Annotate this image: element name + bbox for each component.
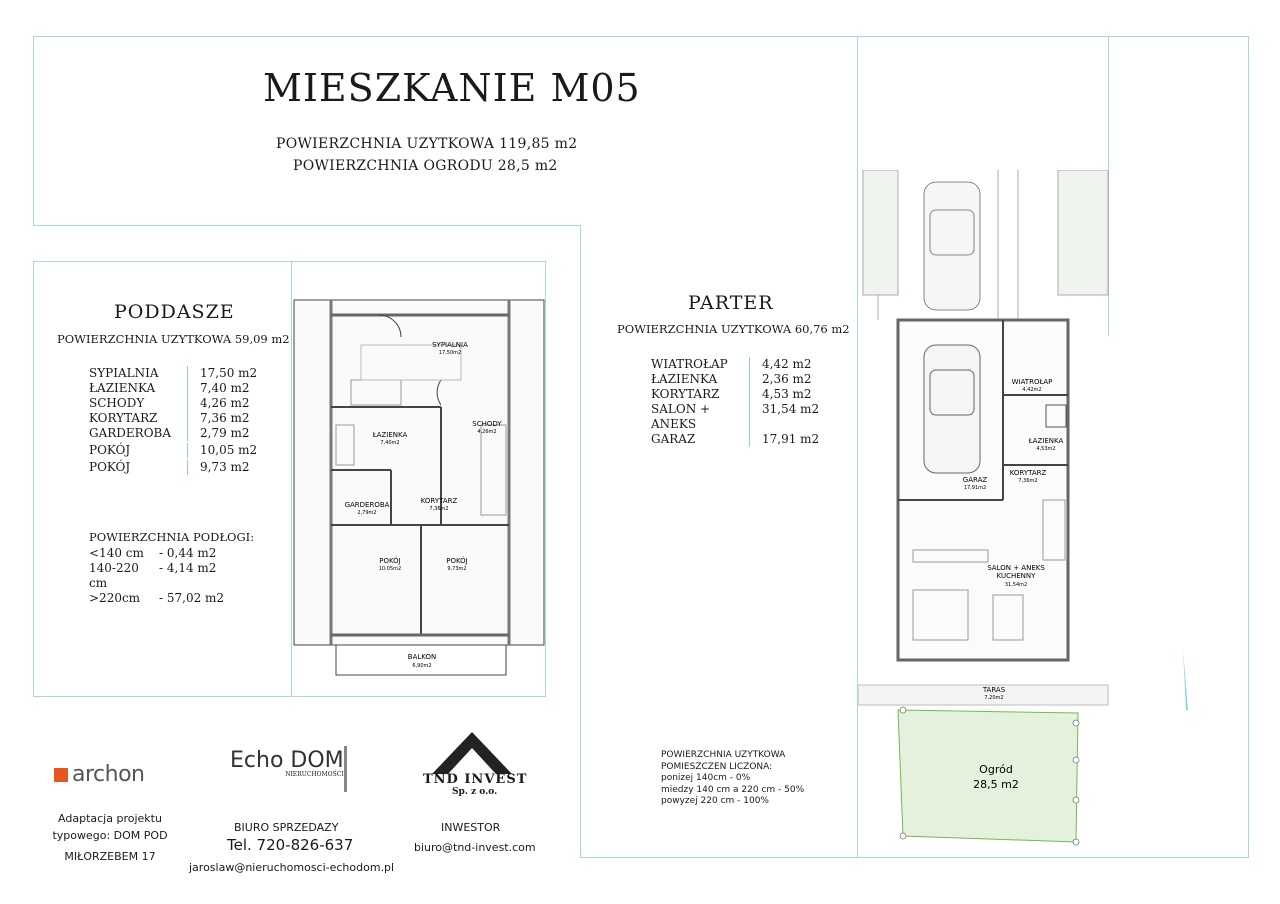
room-row [651,372,819,387]
room-name: SYPIALNIA [89,366,159,380]
plan-area-lazienka: 7,40m2 [380,440,400,446]
frame-line [580,225,581,858]
plan-area-korytarz: 7,36m2 [429,506,449,512]
room-row [651,402,819,432]
room-row [651,432,819,447]
note-row: powyzej 220 cm - 100% [661,796,769,806]
parter-heading: PARTER [688,292,774,314]
frame-line [33,225,580,226]
plan-label-lazienka-parter: ŁAZIENKA [1028,437,1064,445]
room-row [651,357,819,372]
tnd-logo-sub: Sp. z o.o. [452,787,498,797]
floor-row [89,561,224,591]
room-name: ŁAZIENKA [89,381,156,395]
plan-label-pokoj-1: POKÓJ [379,557,401,565]
parter-room-table [651,357,819,447]
caption-line: Adaptacja projektu [58,812,162,825]
room-name: KORYTARZ [651,387,720,401]
room-row [89,443,257,458]
room-name: SALON + ANEKS [651,402,711,431]
room-value: 4,26 m2 [187,396,250,411]
floor-value: - 57,02 m2 [159,591,225,605]
plan-label-wiatrolap: WIATROŁAP [1011,378,1053,386]
plan-label-sypialnia: SYPIALNIA [432,341,468,349]
caption-line: MIŁORZEBEM 17 [64,850,156,863]
archon-logo [54,762,145,787]
plan-label-salon: SALON + ANEKS [987,564,1045,572]
room-value: 17,91 m2 [749,432,819,447]
poddasze-floor-plan [291,285,546,690]
plan-label-korytarz: KORYTARZ [420,497,458,505]
plan-area-salon: 31,54m2 [1004,582,1028,588]
note-row: miedzy 140 cm a 220 cm - 50% [661,784,805,795]
plan-label-balkon: BALKON [407,653,437,661]
archon-logo-mark [54,768,68,782]
room-name: GARDEROBA [89,426,172,440]
room-value: 10,05 m2 [187,443,257,458]
room-row [89,460,257,475]
usable-area-total: POWIERZCHNIA UZYTKOWA 119,85 m2 [276,136,578,152]
plan-area-wiatrolap: 4,42m2 [1022,387,1042,393]
caption-line: typowego: DOM POD [52,829,168,842]
investor-email[interactable]: biuro@tnd-invest.com [414,841,536,854]
plan-area-schody: 4,26m2 [477,429,497,435]
echodom-logo-bar [344,746,347,792]
floor-row [89,591,224,606]
plan-label-pokoj-2: POKÓJ [446,557,468,565]
room-value: 4,42 m2 [749,357,812,372]
room-value: 31,54 m2 [749,402,819,432]
room-value: 17,50 m2 [187,366,257,381]
usable-area-note [661,750,804,808]
floor-value: - 4,14 m2 [159,561,217,575]
plan-area-lazienka-parter: 4,53m2 [1036,446,1056,452]
floor-area-title: POWIERZCHNIA PODŁOGI: [89,530,255,544]
plan-label-garderoba: GARDEROBA [344,501,390,509]
plan-label-lazienka: ŁAZIENKA [372,431,408,439]
room-name: SCHODY [89,396,145,410]
plan-area-balkon: 6,90m2 [412,663,432,669]
room-row [89,381,257,396]
floor-area-table [89,546,224,606]
room-row [89,366,257,381]
floor-range: 140-220 cm [89,561,139,590]
archon-caption [40,810,180,865]
echodom-name: Echo DOM [230,748,344,773]
frame-line [580,857,858,858]
note-row: ponizej 140cm - 0% [661,773,751,783]
garden-area-total: POWIERZCHNIA OGRODU 28,5 m2 [293,158,558,174]
room-value: 2,79 m2 [187,426,250,441]
sales-office-email[interactable]: jaroslaw@nieruchomosci-echodom.pl [189,861,395,874]
plan-label-ogrod: Ogród [979,763,1013,776]
room-row [89,411,257,426]
room-row [651,387,819,402]
plan-label-kuchenny: KUCHENNY [996,572,1036,580]
floor-value: - 0,44 m2 [159,546,217,560]
tnd-logo-roof-icon [430,730,514,776]
plan-label-garaz: GARAZ [962,476,988,484]
parter-area: POWIERZCHNIA UZYTKOWA 60,76 m2 [617,322,850,336]
room-name: ŁAZIENKA [651,372,718,386]
plan-area-pokoj-2: 9,73m2 [447,566,467,572]
room-name: POKÓJ [89,443,131,457]
room-name: WIATROŁAP [651,357,728,371]
poddasze-heading: PODDASZE [114,301,235,323]
plan-area-taras: 7,20m2 [984,695,1004,701]
room-value: 9,73 m2 [187,460,250,475]
room-value: 7,36 m2 [187,411,250,426]
echodom-sub: NIERUCHOMOŚCI [285,771,344,778]
sales-office-phone[interactable]: Tel. 720-826-637 [227,836,354,854]
note-subtitle: POMIESZCZEN LICZONA: [661,761,773,772]
plan-area-sypialnia: 17,50m2 [438,350,462,356]
room-value: 4,53 m2 [749,387,812,402]
poddasze-area: POWIERZCHNIA UZYTKOWA 59,09 m2 [57,332,290,346]
sales-office-label: BIURO SPRZEDAZY [234,821,339,834]
plan-area-garaz: 17,91m2 [963,485,987,491]
title-frame [33,36,859,226]
room-name: GARAZ [651,432,696,446]
floor-range: >220cm [89,591,141,605]
room-row [89,396,257,411]
room-value: 7,40 m2 [187,381,250,396]
plan-area-pokoj-1: 10,05m2 [378,566,402,572]
plan-label-schody: SCHODY [472,420,502,428]
plan-area-korytarz-parter: 7,36m2 [1018,478,1038,484]
plan-area-ogrod: 28,5 m2 [973,778,1019,791]
plan-area-garderoba: 2,79m2 [357,510,377,516]
poddasze-room-table [89,366,257,475]
plan-label-korytarz-parter: KORYTARZ [1009,469,1047,477]
room-name: KORYTARZ [89,411,158,425]
room-value: 2,36 m2 [749,372,812,387]
tnd-logo-name: TND INVEST [423,772,528,787]
parter-floor-plan [858,170,1250,858]
floor-row [89,546,224,561]
floor-range: <140 cm [89,546,144,560]
plan-label-taras: TARAS [982,686,1006,694]
room-row [89,426,257,441]
note-title: POWIERZCHNIA UZYTKOWA [661,750,786,760]
investor-label: INWESTOR [441,821,501,834]
room-name: POKÓJ [89,460,131,474]
echodom-logo [230,748,344,778]
page-title: MIESZKANIE M05 [263,66,641,110]
archon-logo-text: archon [72,762,145,787]
